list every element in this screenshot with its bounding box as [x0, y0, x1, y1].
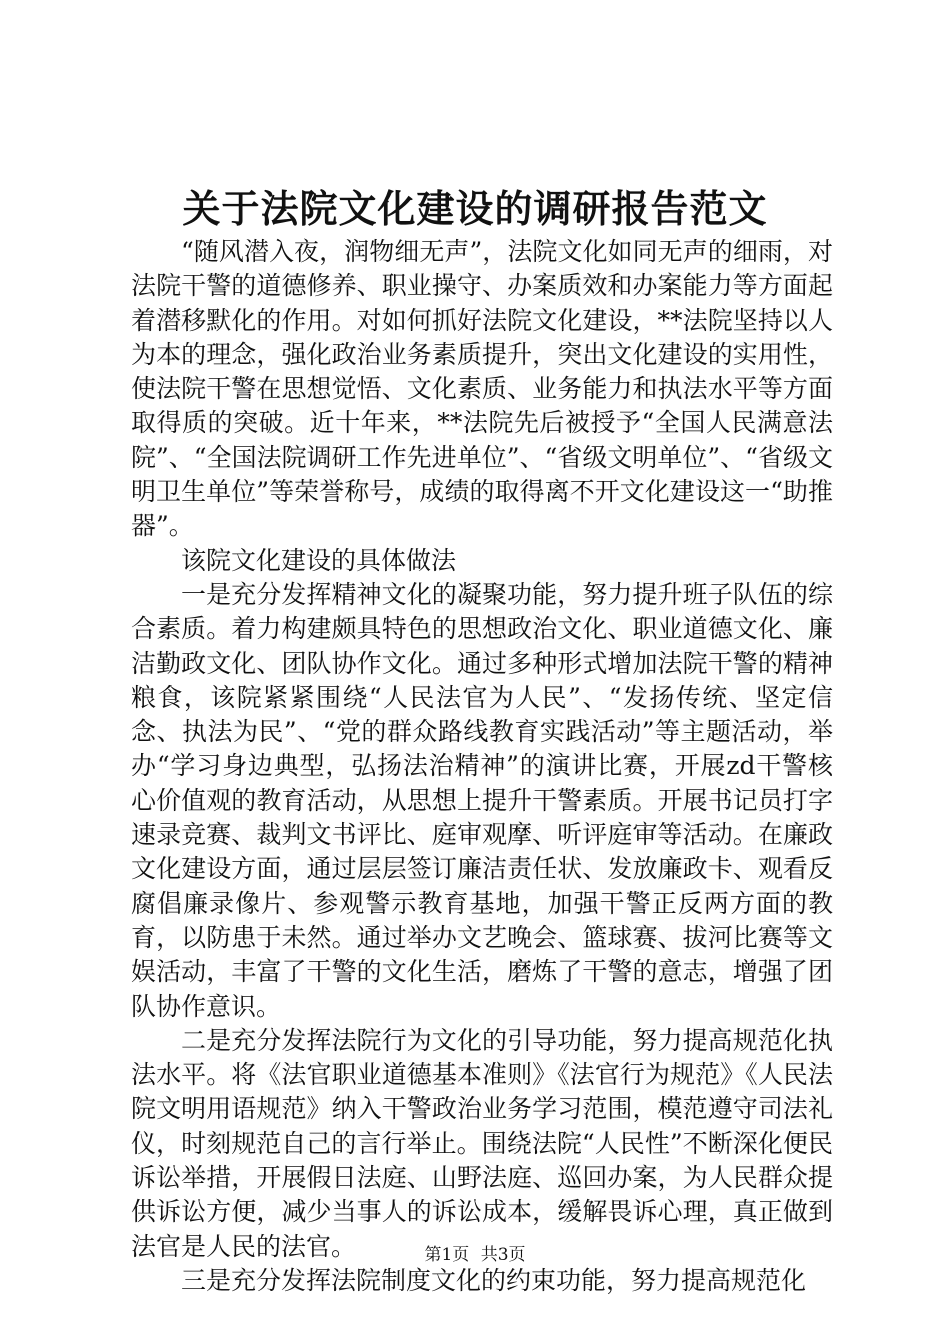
point-three-paragraph: 三是充分发挥法院制度文化的约束功能，努力提高规范化	[181, 1265, 807, 1295]
document-body	[131, 235, 833, 1298]
point-two-paragraph: 二是充分发挥法院行为文化的引导功能，努力提高规范化执法水平。将《法官职业道德基本准则》《法官行为规范》《人民法院文明用语规范》纳入干警政治业务学习范围，模范遵守司法礼仪，时刻规范自己的言行举止。围绕法院“人民性”不断深化便民诉讼举措，开展假日法庭、山野法庭、巡回办案，为人民群众提供诉讼方便，减少当事人的诉讼成本，缓解畏诉心理，真正做到法官是人民的法官。	[131, 1025, 833, 1261]
page-footer	[0, 1243, 950, 1267]
page-total: 共3页	[480, 1245, 526, 1265]
document-title: 关于法院文化建设的调研报告范文	[182, 186, 768, 231]
page-number: 第1页	[424, 1245, 470, 1265]
intro-paragraph: “随风潜入夜，润物细无声”，法院文化如同无声的细雨，对法院干警的道德修养、职业操守、办案质效和办案能力等方面起着潜移默化的作用。对如何抓好法院文化建设，**法院坚持以人为本的理念，强化政治业务素质提升，突出文化建设的实用性，使法院干警在思想觉悟、文化素质、业务能力和执法水平等方面取得质的突破。近十年来，**法院先后被授予“全国人民满意法院”、“全国法院调研工作先进单位”、“省级文明单位”、“省级文明卫生单位”等荣誉称号，成绩的取得离不开文化建设这一“助推器”。	[131, 237, 833, 541]
section-heading: 该院文化建设的具体做法	[181, 545, 457, 575]
point-one-paragraph: 一是充分发挥精神文化的凝聚功能，努力提升班子队伍的综合素质。着力构建颇具特色的思想政治文化、职业道德文化、廉洁勤政文化、团队协作文化。通过多种形式增加法院干警的精神粮食，该院紧紧围绕“人民法官为人民”、“发扬传统、坚定信念、执法为民”、“党的群众路线教育实践活动”等主题活动，举办“学习身边典型，弘扬法治精神”的演讲比赛，开展zd干警核心价值观的教育活动，从思想上提升干警素质。开展书记员打字速录竞赛、裁判文书评比、庭审观摩、听评庭审等活动。在廉政文化建设方面，通过层层签订廉洁责任状、发放廉政卡、观看反腐倡廉录像片、参观警示教育基地，加强干警正反两方面的教育，以防患于未然。通过举办文艺晚会、篮球赛、拔河比赛等文娱活动，丰富了干警的文化生活，磨炼了干警的意志，增强了团队协作意识。	[131, 579, 833, 1021]
